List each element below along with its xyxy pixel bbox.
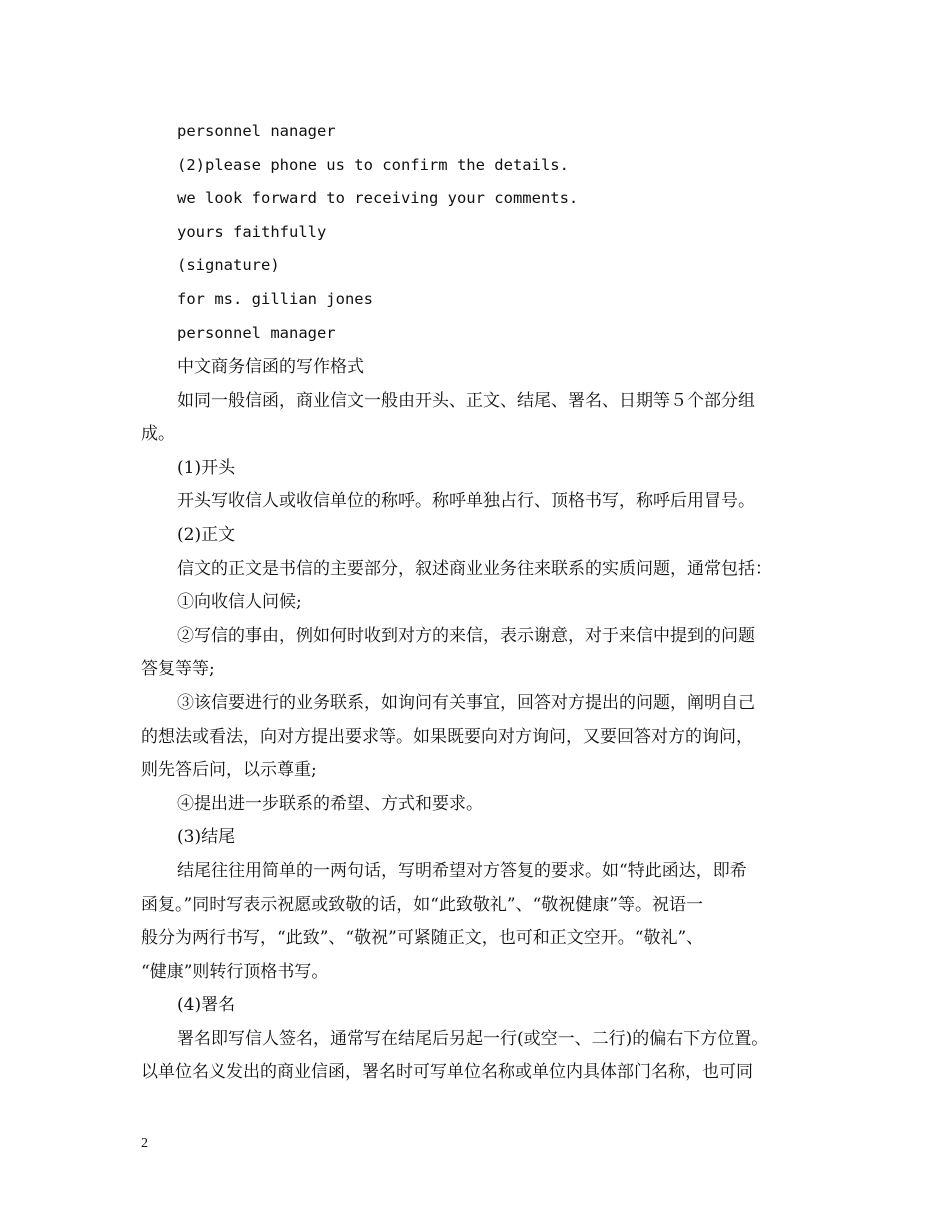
- chinese-section: [141, 354, 841, 1093]
- paragraph-line: 则先答后问，以示尊重;: [141, 760, 317, 781]
- paragraph-line: 答复等等;: [141, 659, 215, 680]
- list-item: ④提出进一步联系的希望、方式和要求。: [177, 793, 483, 814]
- section-heading: 中文商务信函的写作格式: [177, 357, 364, 377]
- text-line: we look forward to receiving your comments.: [177, 189, 579, 208]
- page-number: 2: [141, 1136, 148, 1151]
- paragraph-line: 开头写收信人或收信单位的称呼。称呼单独占行、顶格书写，称呼后用冒号。: [177, 491, 755, 512]
- list-item: ③该信要进行的业务联系，如询问有关事宜，回答对方提出的问题，阐明自己: [177, 692, 755, 713]
- paragraph-line: 成。: [141, 424, 175, 445]
- paragraph-line: 署名即写信人签名，通常写在结尾后另起一行(或空一、二行)的偏右下方位置。: [177, 1028, 769, 1049]
- text-line: personnel nanager: [177, 122, 336, 140]
- text-line: yours faithfully: [177, 222, 327, 241]
- subheading: (4)署名: [177, 995, 236, 1016]
- paragraph-line: 的想法或看法，向对方提出要求等。如果既要向对方询问，又要回答对方的询问，: [141, 726, 753, 747]
- paragraph-line: 信文的正文是书信的主要部分，叙述商业业务往来联系的实质问题，通常包括：: [177, 558, 772, 579]
- subheading: (2)正文: [177, 524, 236, 545]
- text-line: (2)please phone us to confirm the details.: [177, 155, 569, 174]
- paragraph-line: “健康”则转行顶格书写。: [141, 961, 329, 982]
- subheading: (3)结尾: [177, 827, 236, 848]
- text-line: for ms. gillian jones: [177, 289, 373, 308]
- list-item: ①向收信人问候;: [177, 592, 302, 613]
- paragraph-line: 般分为两行书写，“此致”、“敬祝”可紧随正文，也可和正文空开。“敬礼”、: [141, 928, 704, 949]
- text-line: (signature): [177, 256, 280, 275]
- list-item: ②写信的事由，例如何时收到对方的来信，表示谢意，对于来信中提到的问题: [177, 625, 755, 646]
- paragraph-line: 函复。”同时写表示祝愿或致敬的话，如“此致敬礼”、“敬祝健康”等。祝语一: [141, 894, 703, 915]
- paragraph-line: 以单位名义发出的商业信函，署名时可写单位名称或单位内具体部门名称，也可同: [141, 1062, 753, 1083]
- paragraph-line: 如同一般信函，商业信文一般由开头、正文、结尾、署名、日期等５个部分组: [177, 390, 755, 411]
- text-line: personnel manager: [177, 323, 336, 342]
- paragraph-line: 结尾往往用简单的一两句话，写明希望对方答复的要求。如“特此函达，即希: [177, 860, 747, 881]
- subheading: (1)开头: [177, 457, 236, 478]
- english-letter-closing: [177, 118, 877, 353]
